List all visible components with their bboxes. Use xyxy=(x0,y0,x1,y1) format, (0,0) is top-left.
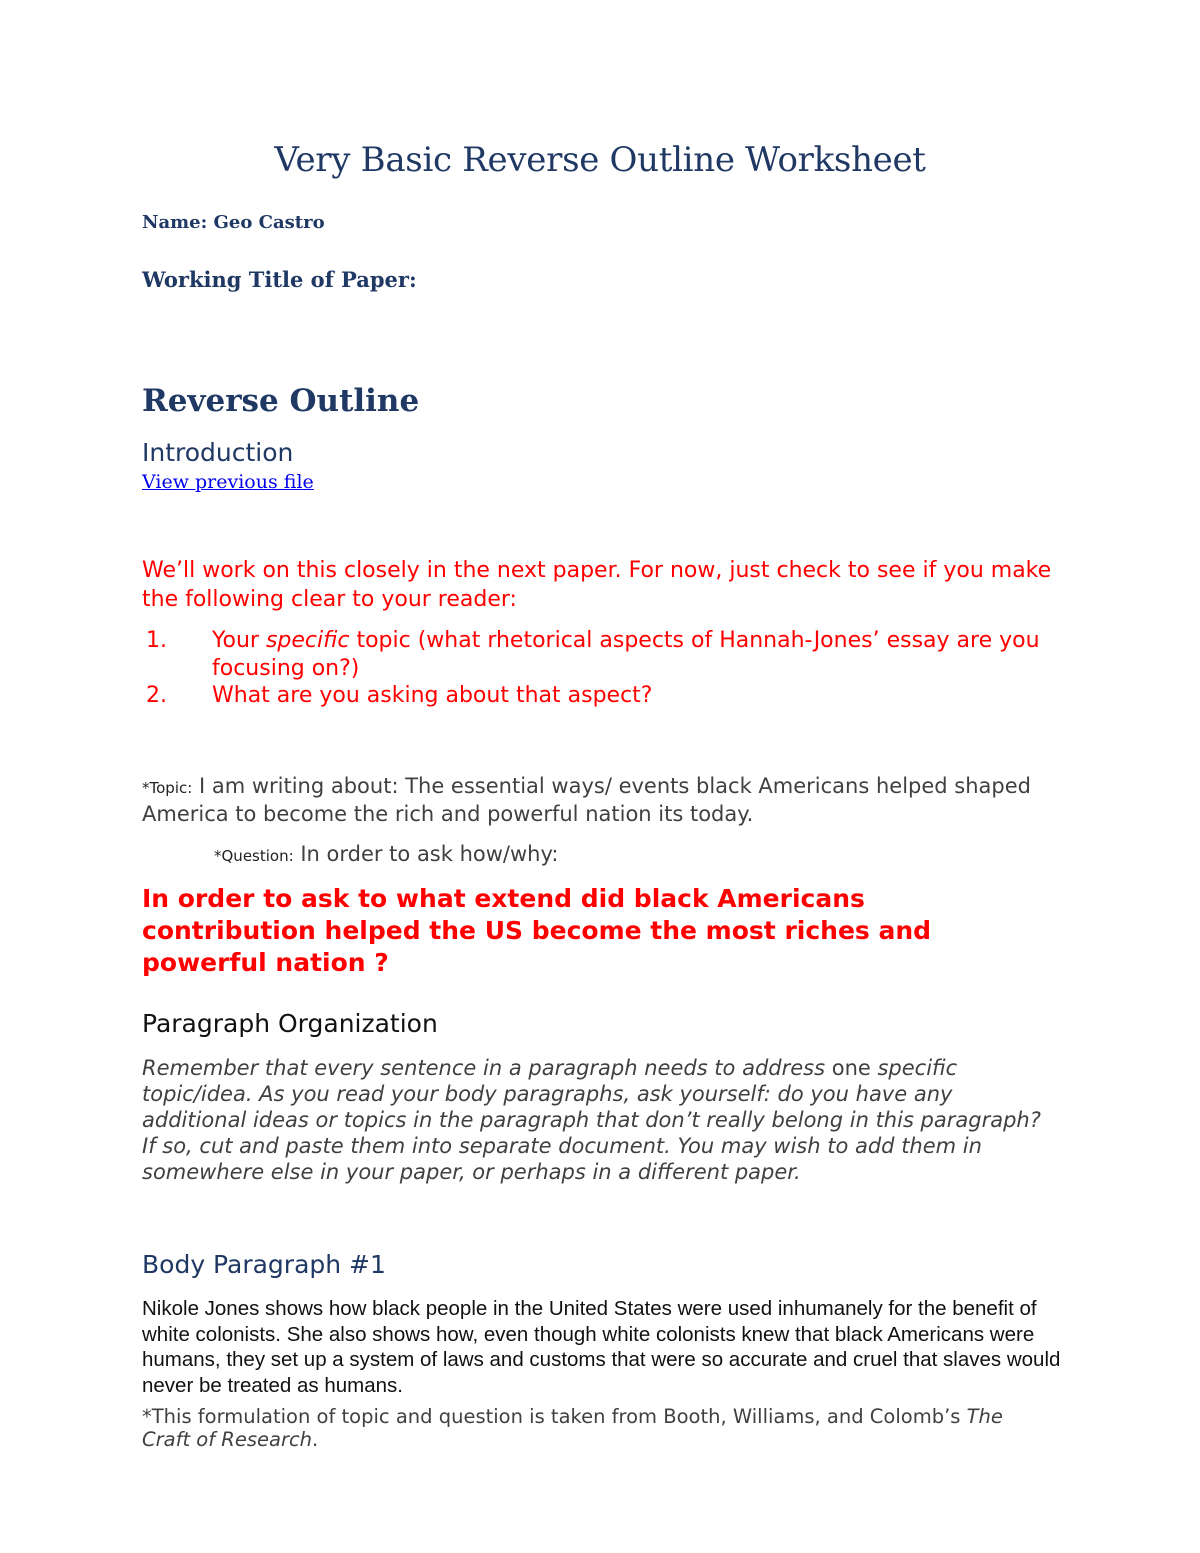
topic-statement xyxy=(142,773,1042,827)
list-item-text: What are you asking about that aspect? xyxy=(212,683,653,708)
topic-prefix: *Topic: xyxy=(142,779,193,797)
body-paragraph-1-heading: Body Paragraph #1 xyxy=(142,1250,386,1279)
list-item-text: Your specific topic (what rhetorical aspects of Hannah-Jones’ essay are you focusing on?) xyxy=(212,628,1040,681)
book-title: The Craft of Research xyxy=(142,1405,1003,1451)
working-title-label: Working Title of Paper: xyxy=(142,267,417,292)
view-previous-file-link[interactable]: View previous file xyxy=(142,471,314,493)
question-statement xyxy=(214,842,558,866)
reverse-outline-heading: Reverse Outline xyxy=(142,383,420,419)
question-prefix: *Question: xyxy=(214,847,294,865)
intro-instructions: We’ll work on this closely in the next paper. For now, just check to see if you make the following clear to your reader: xyxy=(142,558,1052,612)
list-item-number: 1. xyxy=(146,628,167,653)
research-question: In order to ask to what extend did black Americans contribution helped the US become the most riches and powerful nation ? xyxy=(142,884,932,977)
paragraph-organization-text: Remember that every sentence in a paragraph needs to address one specific topic/idea. As you read your body paragraphs, ask yourself: do you have any additional ideas or topics in the paragraph that don’t really belong in this paragraph? If so, cut and paste them into separate document. You may wish to add them in somewhere else in your paper, or perhaps in a different paper. xyxy=(142,1056,1041,1184)
topic-text: I am writing about: The essential ways/ events black Americans helped shaped America to become the rich and powerful nation its today. xyxy=(142,774,1031,826)
name-label: Name: xyxy=(142,212,208,233)
list-item xyxy=(142,682,1072,710)
question-text: In order to ask how/why: xyxy=(293,842,559,866)
document-title: Very Basic Reverse Outline Worksheet xyxy=(274,140,926,180)
introduction-heading: Introduction xyxy=(142,438,294,467)
footnote: *This formulation of topic and question is taken from Booth, Williams, and Colomb’s The Craft of Research. xyxy=(142,1405,1003,1451)
name-line xyxy=(142,212,325,233)
list-item xyxy=(142,627,1072,683)
name-value: Geo Castro xyxy=(213,212,325,233)
paragraph-organization-heading: Paragraph Organization xyxy=(142,1009,438,1038)
body-paragraph-1-text: Nikole Jones shows how black people in the United States were used inhumanely for the benefit of white colonists. She also shows how, even though white colonists knew that black Americans were humans, they set up a system of laws and customs that were so accurate and cruel that slaves would never be treated as humans. xyxy=(142,1297,1061,1397)
list-item-number: 2. xyxy=(146,683,167,708)
emphasis-specific: specific xyxy=(265,628,350,653)
